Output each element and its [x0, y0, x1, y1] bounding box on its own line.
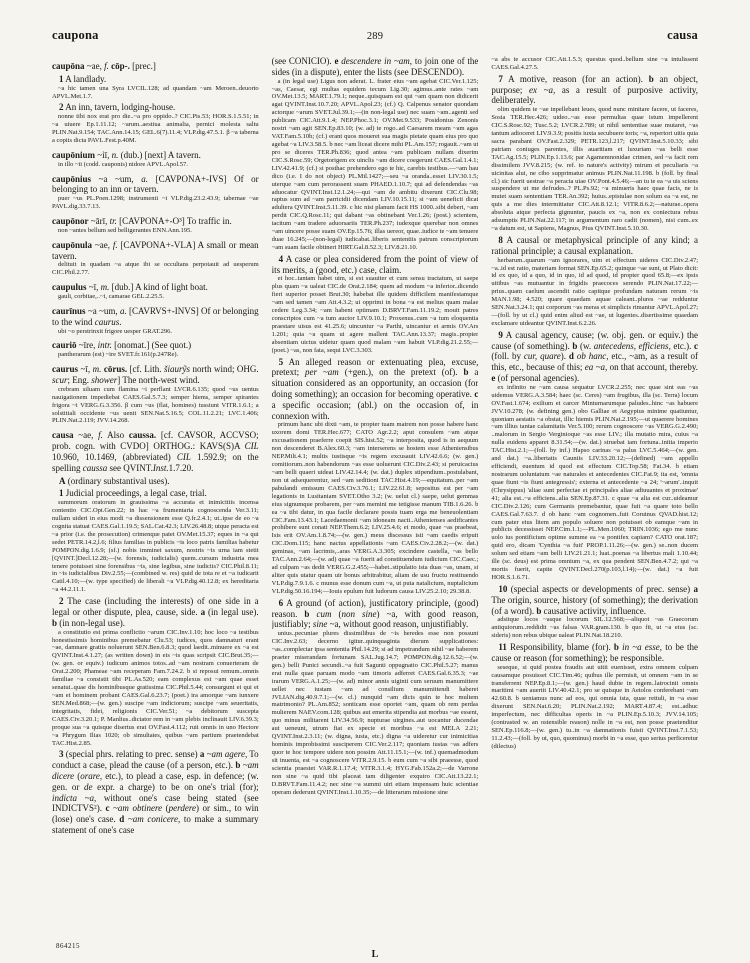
citation-block: delituit in quadam ~a atque ibi se occultans perpotauit ad uesperum CIC.Phil.2.77. — [52, 261, 259, 277]
text-run: c — [474, 389, 479, 400]
text-run: (ordinary substantival uses). — [65, 475, 170, 486]
text-run: [CAVPONA+-IVS] Of or belonging to an inn or tavern. — [52, 173, 259, 195]
text-run: ( — [162, 803, 169, 814]
text-run: , etc.), to plead a case, esp. in defence; (w. gen. or — [52, 771, 259, 792]
text-run: CIL — [244, 441, 259, 452]
text-run: ( — [74, 771, 81, 782]
text-run: a specific occasion; (abl.) on the occasion of, in connexion with. — [271, 399, 479, 421]
text-run: (foll. by — [491, 351, 524, 362]
text-run: a — [693, 583, 699, 594]
text-run: (in legal use). — [205, 607, 259, 618]
text-run: The case (including the interests) of one side in a legal or other dispute, plea, cause, side. — [52, 596, 259, 618]
entry-headword-block — [52, 364, 259, 386]
text-run: ob hanc — [576, 351, 607, 362]
citation-block: a constitutio est prima conflictio ~arum CIC.Inv.1.10; hoc loco ~a testibus honestissimis hominibus premebatur Clu.53; iudices, quos damnaturi erant ~ae, damnare gratiis noluerunt SEN.Ben.6.8.3; quod laedit..minuere ex ~a est QVINT.Inst.4.1.27; (as written down) in eis ~is quas scripsit CIC.Brut.35;—(w. gen. or equiv.) iudicum animos totos..ad ~am nostram conuerteram de Orat.2.200; Phameae ~am receperam Fam.7.24.2. b si reposui remum..omnis familiae ~a consistit tibi PL.As.520; eam complexus est ~am quae esset senatui..quae dis hominibusque gratissima CIC.Phil.5.44; consurgunt ei qui et ~am et hominem probant CAES.Gal.6.23.7; (poet.) ira amorque ~am iunxere SEN.Med.868;—(w. gen.) suscipe ~am indiciorum; suscipe ~am seueritatis, integritatis, fidei, religionis CIC.Ver.51; ~a debitorum suscepta CAES.Civ.3.20.1; P. Manlius..dictator rem in ~am plebis inclinauit LIV.6.39.3; proque sua ~a quisque disertus erat OV.Fast.4.112; ruit omnis in uno Hectore ~a Phrygum Ilias 1020; ob simultates, quibus ~am partium praetendebat TAC.Hist.2.85. — [52, 628, 259, 747]
text-run: caupōnius — [52, 173, 92, 184]
text-run: caussa — [82, 462, 108, 473]
text-run: indicta ~a — [52, 792, 95, 803]
text-run: ~īre, — [76, 340, 98, 351]
text-run: e — [334, 56, 339, 66]
text-run: m. — [100, 282, 110, 293]
text-run: a — [200, 607, 206, 618]
text-run: An inn, tavern, lodging-house. — [63, 102, 176, 113]
text-run: antecedens, efficiens — [593, 340, 669, 351]
text-run: shower — [91, 374, 118, 385]
sense-block — [52, 488, 259, 499]
text-run: . — [119, 316, 122, 327]
text-run: ) ~a, with good reason, justifiably; — [271, 608, 479, 630]
text-run: b — [648, 73, 654, 84]
text-run: n. — [111, 149, 119, 160]
text-run: , etc., ~am, as a result of this, etc., because of this; — [491, 351, 699, 373]
text-run: descendere in ~am — [341, 56, 410, 66]
text-run: The origin, source, history (of something); the derivation (of a word). — [491, 594, 699, 616]
text-run: a — [199, 749, 205, 760]
text-run: ~am agere — [206, 749, 245, 760]
text-run: d — [568, 351, 574, 362]
entry-headword-block — [52, 306, 259, 328]
text-run: cauriō — [52, 340, 77, 351]
sense-block — [272, 357, 479, 422]
citation-block: primum hanc ubi dixti ~am, te propter tuam matrem non posse habere hanc uxorem domi TER.Hec.677; CATO Agr.2.2; aput consulem ~am atque excusationem praeferre coepit SIS.hist.52; ~a interposita, quod is in aequum non descenderet B.Alex.60.3; ~am interserens se hostem esse Atheniensibus NEP.Milt.4.1; multis iustisque ~is regem excusauit LIV.42.6.6; (w. gen.) comitiorum..non habendorum ~as esse uoluerunt CIC.Div.2.43; si peruicacius ~am belli quaeri uideat LIV.42.14.4; (w. dat.) duplex stipendium..postulabant, non ut adsequerentur, sed ~am seditioni TAC.Hist.4.19;—equitatum..per ~am pabulandi emissum CAES.Civ.3.76.1; LIV.22.61.8; sepositus est per ~am legationis in Lusitaniam SVET.Otho 3.2; (w. uelut cl.) saepe, uelut gemmas eius signumque probarem, per ~am memini me tetigisse manum TIB.1.6.26. b ea ~a tibi datur, in qua facile declarare possis tuam erga me beneuolentiam CIC.Fam.13.43.1; Lacedaemonii ~am idoneam nacti..Athenienses aedificantes prohibere sunt conati NEP.Them.6.2; LIV.25.4.6; et modo, quae ~as praebeat, Isis erit OV.Am.1.8.74;—(w. gen.) meus discessus isti ~am caedis eripuit CIC.Dom.115; hanc nactus appellationis ~am CAES.Civ.2.28.2;—(w. dat.) geminas, ~am lacrimis,..aras VERG.A.3.305; excindere castella, ~as bello TAC.Ann.2.64;—(w. ad) quae ~a fuerit ad constituendum iudicium CIC.Caec.; ad culpam ~as dedit VERG.G.2.455;—habet..stipulatio ista duas ~as, unam, si aliter quis utatur quam uir bonus arbitrabitur, aliam de usu fructu restituendo VLP.dig.7.9.1.6. c munus esse donum cum ~a, ut puta natalicium, nuptalicium VLP.dig.50.16.194;—Iouis epulum fuit ludorum causa LIV.25.2.10; 29.38.8. — [271, 421, 479, 595]
text-run: CIL — [176, 451, 191, 462]
text-run: 2 — [59, 596, 64, 607]
text-run: causa — [52, 430, 74, 441]
text-run: ~a, without good reason, unjustifiably. — [327, 619, 469, 630]
text-run: caurīnus — [52, 305, 86, 316]
sense-block — [491, 330, 698, 384]
sense-block — [491, 584, 698, 616]
text-run: A causal or metaphysical principle of any kind; a rational principle; a causal explanation. — [491, 234, 699, 256]
text-run: a situation considered as an opportunity, an occasion (for doing something); an occasion for becoming operative. — [271, 367, 479, 400]
text-run: an object, purpose; — [491, 73, 699, 95]
text-run: caupōna — [52, 61, 85, 71]
text-run: orare — [80, 771, 100, 782]
text-run: 5 — [278, 356, 284, 367]
text-run: , to make a summary statement of one's case — [52, 814, 259, 836]
text-run: [CAVPONA+-VLA] A small or mean tavern. — [52, 239, 259, 261]
sense-block — [491, 235, 698, 257]
sense-block — [52, 102, 259, 113]
text-run: ~ī, — [86, 282, 101, 293]
text-run: 1.592.9; on the spelling — [52, 451, 259, 473]
text-run: ( — [331, 608, 342, 619]
text-run: ~iī, — [95, 149, 112, 160]
text-run: a. — [141, 173, 149, 184]
citation-block: gauli, corbitae,..~i, camarae GEL.2.25.5. — [58, 293, 165, 301]
text-run: b — [613, 642, 619, 653]
text-run: perdere — [168, 803, 196, 814]
text-run: ~am dicere — [52, 760, 259, 782]
text-run: sine — [312, 619, 328, 630]
text-run: north wind; OHG. — [190, 364, 259, 375]
text-run: cōrus. — [103, 364, 128, 375]
text-run: 1 — [59, 73, 64, 84]
running-head-left-catchword: caupona — [52, 28, 99, 42]
text-run: caupulus — [52, 282, 87, 293]
text-run: [CAVPONA+-O³] To traffic in. — [116, 216, 232, 227]
text-run: 4 — [278, 253, 284, 264]
text-run: (special phrs. relating to prec. sense) — [63, 749, 200, 760]
text-run: [CAVRVS+-INVS] Of or belonging to the wind — [52, 305, 259, 327]
citation-block: ~a abs te accusor CIC.Att.1.5.3; questus quod..bellum sine ~a intulissent CAES.Gal.4.27.5. — [491, 56, 699, 71]
citation-block: ~a hic tamen una Syra LVCIL.128; ad quandam ~am Meroen..deuorto APVL.Met.1.7. — [52, 84, 259, 100]
text-run: A causal agency, cause; (w. obj. gen. or equiv.) the cause (of something). — [491, 329, 699, 351]
sense-block — [272, 56, 479, 78]
citation-block: et hoc..tantam habet uim, si est suauiter et cum sensu tractatum, ut saepe plus quam ~a ualeat CIC.de Orat.2.184; quem ad modum ~a inferior..dicendo fieri superior posset Brut.30; habebat ille quidem difficilem manifestamque ~am sed tamen ~am Att.4.3.2; ui opprimi in bona ~a est melius quam malae cedere Leg.3.34; ~am habent optimam D.BRVT.Fam.11.19.2; mouit patres conscriptos cum ~a tum auctor LIV.9.10.1; Proxenus..cum ~a tum eloquentia praestare uisus est 41.25.6; uincuntur ~a Parthi, uincantur et armis OV.Ars 1.201; quia ~a quam ui agere mallent TAC.Ann.13.37; magis..propter absentiam uictus uidetur quam quod malam ~am habuit VLP.dig.21.2.55;—(poet.) ~as, non fata, sequi LVC.3.303. — [271, 275, 479, 354]
sense-block — [272, 598, 479, 630]
text-run: (see CONICIO). — [271, 56, 335, 66]
entry-headword-block — [52, 174, 259, 196]
text-run: , To conduct a case, plead the cause (of a person, etc.). — [52, 749, 259, 771]
text-run: (special aspects or developments of prec. sense) — [507, 583, 694, 594]
citation-block: a (in legal use) Ligus non aderat. L. frater eius ~am agebat CIC.Ver.1.125; ~as, Caesar, egi multas equidem tecum Lig.30; agimus..ante rates ~am OV.Met.13.5; MART.1.79.1; neque..quisquam est qui ~am quam non didicerit agat QVINT.Inst.10.7.20; APVL.Apol.23; (cf.) Q. Calpenus senator quondam actorque ~arum SVET.Jul.39.1;—(in non-legal use) nec suam ~am..agenti sed publicam CIC.Att.9.1.4; NEP.Phoc.3.1; OV.Met.9.533; Posidonius Zenonis nostri ~am agit SEN.Ep.83.10; (w. ad) te rogo..ad Caesarem meam ~am agas VAT.Fam.5.10b; (cf.) erant quos moueret sua magis pietate quam eius pro quo agebat ~a LIV.3.58.5. b nec ~am liceat dicere mihi PL.Am.157; rogauit..~am ut pro se diceres TER.Ph.836; quod antea ~am publicam nullam dixerim CIC.S.Rosc.59; Orgetorigem ex uinclis ~am dicere coegerunt CAES.Gal.1.4.1; LIV.42.41.9; (cf.) si posthac prehendero ego te hic, carebis testibus.—~am hau dico (i.e. I do not object) PL.Mil.1427;—seu ~a oranda..esset LIV.30.1.5; uterque ~am cum perorassent suam PHAED.1.10.7; qui ad defendendas ~as aduocatur QVINT.Inst.12.1.24;—qui ~am de ambitu dixerunt CIC.Clu.98; raptus sum ad ~am parricidii dicendam LIV.10.15.11; si ~am ueneficii dicat adultera QVINT.Inst.5.11.39. c hic nisi planum facit HS 1000..sibi deberi, ~am perdit CIC.Q.Rosc.11; qui dabant ~as obtinebant Ver.1.26; (post.) scientem, tacitum ~am tradere aduorsariis TER.Ph.237; iudexque querebar non omnes ~am uincere posse suam OV.Ep.15.76; illas uereor, quae..iudice te ~am tenuere duae 16.245;—(non-legal) iudicabat..liberis sententiis patrum conscriptorum ~am suam facile obtineri HIRT.Gal.8.52.3; LIV.8.21.10. — [271, 77, 479, 251]
text-run: 1 — [59, 488, 64, 499]
text-run: šiaurỹs — [164, 364, 191, 375]
text-run: a. — [119, 305, 127, 316]
entry-headword-block — [52, 150, 259, 161]
text-run: ~am obtinere — [113, 803, 163, 814]
text-run: cur, quare — [523, 351, 561, 362]
text-run: 10.960, 10.1469, (abbreviated) — [52, 451, 177, 462]
text-run: caupōnor — [52, 216, 89, 227]
signature-mark: L — [371, 949, 379, 960]
text-run: caussa. — [128, 430, 157, 441]
text-run: 9 — [498, 329, 503, 340]
text-run: b — [463, 367, 469, 378]
text-run: 1.7.20. — [168, 462, 194, 473]
text-run: e — [491, 373, 496, 384]
sense-block — [52, 596, 259, 628]
text-run: [cf. CAVSOR, ACCVSO; prob. cogn. with CVDO] ORTHOG.: KAVS(S)A — [52, 430, 259, 452]
text-run: b — [572, 340, 578, 351]
text-run: in ~a esse — [622, 642, 660, 653]
text-run: d — [119, 814, 125, 825]
text-run: (w. — [577, 340, 594, 351]
citation-block: in illo ~ii (codd. cauponis) nidore APVL.Apol.57. — [58, 160, 188, 168]
running-head — [52, 28, 698, 43]
text-run: An alleged reason or extenuating plea, excuse, pretext; — [271, 356, 479, 378]
column-3 — [491, 56, 698, 928]
text-run: 11 — [498, 642, 507, 653]
sense-block — [52, 749, 259, 835]
text-run: 10 — [498, 583, 508, 594]
text-run: ~ae, — [73, 430, 99, 441]
text-run: caupōnium — [52, 149, 96, 160]
text-run: (+gen.), on the pretext (of). — [338, 367, 464, 378]
text-run: ~ae, — [92, 239, 113, 250]
text-run: , to be the cause or reason (for something); be responsible. — [491, 642, 699, 663]
text-run: caurus — [52, 364, 79, 375]
text-run: Inst. — [152, 462, 169, 473]
text-run: ex ~a — [528, 84, 553, 95]
text-run: 7 — [498, 73, 503, 84]
citation-block: summorum oratorum in grauissima ~a accurata et inimicitiis incensa contentio CIC.Opt.Gen.22; in hac ~a frumentaria cognoscenda Ver.3.11; nullam uideri in eius modi ~a dissensionem esse Q.fr.2.4.1; ut..ipse de eo ~a cognita statuat CAES.Gal.1.19.5; SAL.Cat.42.3; LIV.26.48.8; utque peracta est ~a prior (i.e. the prosecution) crimenque patet OV.Met.15.37; eques in ~a qui sedet PETR.14.2,l.6; filius familias in publicis ~is loco patris familias habetur POMPON.dig.1.6.9; (sf.) nobis imminet saxum, nostris ~is urna iam stetit [QVINT.]Decl.12.28;—(w. forensis, iudicialis) quem..cursum industria mea tenere potuisset sine forensibus ~is, sine legibus, sine iudiciis? CIC.Phil.8.11; in ~is iudicialibus Div.2.55;—(combined w. res) quid de tota re et ~a iudicarit Catil.4.10;—(w. type specified) de liberali ~a VLP.dig.40.12.8; ex hereditaria ~a 44.2.11.1. — [52, 499, 259, 594]
text-run: , to join one of the sides (in a dispute), enter the lists (see DESCENDO). — [271, 56, 479, 77]
text-run: expr. a charge) to be on one's trial (for); — [92, 781, 259, 792]
citation-block: nonne tibi nox erat pro die..~a pro oppido..? CIC.Pis.53; HOR.S.1.5.51; in ~a uiuere Ep.1.11.12; ~arum..aestiua animalia, pernici molesta saltu PLIN.Nat.9.154; TAC.Ann.14.15; GEL.6(7).11.4; VLP.dig.47.5.1. β ~a taberna a copiis dicta PAVL.Fest.p.40M. — [52, 113, 259, 144]
text-run: A motive, reason (for an action). — [502, 73, 649, 84]
text-run: ~a ~um, — [85, 305, 120, 316]
citation-block: pantherarum (est) ~ire SVET.fr.161(p.247Re). — [58, 351, 179, 359]
sense-block — [52, 74, 259, 85]
text-run: A case or plea considered from the point of view of its merits, a (good, etc.) case, claim. — [271, 253, 479, 275]
text-run: c — [105, 803, 110, 814]
text-run: (dub.) [next] A tavern. — [118, 149, 201, 160]
text-run: b — [536, 605, 542, 616]
text-run: 2 — [59, 102, 64, 113]
text-run: [dub.] A kind of light boat. — [109, 282, 208, 293]
text-run: tr. — [109, 216, 117, 227]
text-run: ~ae, — [84, 61, 105, 71]
sense-block — [491, 642, 698, 664]
text-run: (in non-legal use). — [57, 617, 125, 628]
text-run: , without one's case being stated (see INDICTVS²). — [52, 792, 259, 814]
text-run: b — [304, 608, 310, 619]
entry-headword-block — [52, 282, 259, 293]
text-run: [cf. Lith. — [127, 364, 164, 375]
column-1 — [52, 56, 259, 928]
citation-block: ex infinito ne ~am causa sequatur LVCR.2.255; nec quae sint eas ~as uidemus VERG.A.3.584; haec (sc. Ceres) ~am frugibus, illa (sc. Terra) locum OV.Fast.1.674; exilium et carcer Minturnarumque paludes..hinc ~as habuere JVV.10.278; (w. defining gen.) obo Galliae et Aegyptus minime quatiuntur, quoniam aestatis ~a obstat, illic hiemis PLIN.Nat.2.195;—ut quaerere homines ~am illius tantae calamitatis Ver.5.100; rerum cognoscere ~as VERG.G.2.490; ..malorum in Sergio Verginioque ~as esse LIV.; illa mutatio mira, cuius ~a nulla euidens apparet 8.31.54;—(w. dat.) struebat iam fortuna..initia imperio TAC.Hist.2.1;—(foll. by inf.) Hapso carinas ~a palus LVC.5.464;—(w. gen. and dat.) ~a..libertatis Cauniis LIV.33.20.12;—(defined) ~am appello efficiendi, euentum id quod est effectum CIC.Top.58; Fat.34. b etiam nostrarum uoluntatum ~ae naturales et antecedentes CIC.Fat.9; ita est, 'omnia quae fiunt ~is fiunt antegressis'; externa et antecedente ~a 24; '~arum'..inquit (Chrysippus) 'aliae sunt perfectae et principales aliae adiuuantes et proximae' 41; alia est..~a efficiens..alia SEN.Ep.87.31. c quae ~a alia est cur..uideamur CIC.Div.2.126; cum Germanis premebantur, quae fuit ~a quare toto bello CAES.Gal.7.63.7. d ob hanc ~am cognomen..fuit Coruinus QVAD.hist.12; cum pater eius litem am populo soluere non potuisset ob eamque ~am in publicis decessisset NEP.Cim.1.1;—PL.Men.1060; TRIN.1036; ego me nunc uolo ius pontificium optime summe ea ~a pontifex capiam? CATO orat.187; quid ero, dicam 'Cynthia ~a fuit' PROP.1.11.26;—(w. gen.) se..non ducem solum sed etiam ~am belli LIV.21.21.1; luat..poenas ~a libertus mali 1.10.44; ille (sc. deus) est prima omnium ~a, ex qua pendent SEN.Ben.4.7.2; qui ~a mortis fuerit, capite QVINT.Decl.270(p.103,l.14);—(w. dat.) ~a fuit HOR.S.1.6.71. — [491, 383, 699, 581]
text-run: de — [83, 781, 93, 792]
text-run: ) or sim., to win (lose) one's case. — [52, 803, 259, 825]
text-run: scur — [52, 374, 68, 385]
sense-block — [491, 74, 698, 106]
text-run: ~ī, — [78, 364, 93, 375]
citation-block: non ~antes bellum sed belligerantes ENN.Ann.195. — [58, 226, 192, 234]
text-run: , as a result of purposive activity, deliberately. — [491, 84, 699, 106]
text-run: Also — [102, 430, 129, 441]
text-run: 3 — [59, 749, 64, 760]
text-run: A — [59, 475, 66, 486]
text-run: ] The north-west wind. — [117, 374, 200, 385]
citation-block: ubi ~o perstrinxit frigore uesper GRAT.296. — [58, 327, 173, 335]
text-run: ea ~a — [584, 362, 605, 373]
text-run: b — [52, 617, 58, 628]
text-run: f. — [104, 61, 109, 71]
entry-headword-block — [52, 240, 259, 262]
text-run: , etc.). — [668, 340, 694, 351]
text-run: 8 — [498, 234, 503, 245]
text-run: Responsibility, blame (for). — [506, 642, 614, 653]
text-run: cum — [316, 608, 332, 619]
text-run: f. — [98, 430, 103, 441]
citation-block: crebram siluam cum flamina ~i perflant LVCR.6.135; quod ~us uentus nauigationem impediebat CAES.Gal.5.7.3; semper hiems, semper spirantes frigora ~i VERG.G.3.356. β cum ~us (flat, homines) tussiunt VITR.1.6.1; a solstitiali occidente ~us uenit SEN.Nat.5.16.5; COL.11.2.21; LVC.1.406; PLIN.Nat.2.119; JVV.14.268. — [52, 385, 259, 425]
text-run: intr. — [97, 340, 112, 351]
text-run: caupōnula — [52, 239, 93, 250]
text-run: (of personal agencies). — [495, 373, 580, 384]
citation-block: adsitque locos ~asque locorum SIL.12.568;—aliquot ~as Graecorum antiquiorum..reddidit ~as falsas VAR.gram.130. b quo fit, ut ~a eius (sc. sideris) non rebus ubique ualeat PLIN.Nat.18.210. — [491, 616, 699, 640]
text-run: cōp-. — [111, 61, 130, 71]
text-run: per ~am — [305, 367, 339, 378]
entry-headword-block — [52, 216, 259, 227]
sense-block — [272, 254, 479, 276]
citation-block: puer ~us PL.Poen.1298; instrumenti ~i VLP.dig.23.2.43.9; tabernae ~ae PAVL.dig.33.7.13. — [52, 195, 259, 211]
citation-block: olim quidem te ~ae inpellebant leues, quod nunc minitare facere, ut faceres, Sosia TER.Hec.426; uideo..~as esse permultas quae istum impellerent CIC.S.Rosc.92; Tusc.5.2; LVCR.2.789; ut nihil sententiae suae mutaret, ~as tantum adioceret LIV.9.3.9; positis iuxta secubuere toris; ~a, repertori uitis quia sacra parabant OV.Fast.2.329; PETR.123,l.217; QVINT.Inst.5.10.33; sibi patriam coniuges parentes, illis auaritiam et luxuriam ~as belli esse TAC.Ag.15.5; PLIN.Ep.1.13.6; par Agamemnonidae crimen, sed ~a facit rem dissimilem JVV.8.215; (w. ref. to nature's activity) mirum et peculiaris ~a uicinitas alui, ne cibo supprimatur animus PLIN.Nat.11.198. b (foll. by final cl.) sic fuerit uestrae ~a peracta uiae OV.Pont.4.5.46;—an tu te ea ~a uis sciens suspendere ut me defrudes..? PL.Ps.92; ~a minueris haec quae facis, ne is mutet suam sententiam TER.An.392; huius..epistulae non solum ea ~a est, ne quis a me dies intermittatur CIC.Att.8.12.1; VITR.8.6.2;—naturae..opera absoluta atque perfecta gignuntur, paucis ex ~a, non ex coniectura rebus adsumptis PLIN.Nat.22.117; in argumentum raro cadit (nomen), nisi cum..ex ~a datum est, ut Sapiens, Magnus, Pius QVINT.Inst.5.10.30. — [491, 106, 699, 233]
text-run: 6 — [278, 597, 284, 608]
text-run: ; Eng. — [67, 374, 92, 385]
citation-block: unius..pecuniae plures dissimilibus de ~is heredes esse non possunt CIC.Inv.2.63; decerno igitur..quinquaginta dierum supplicationes: ~as..complectar ipsa sententia Phil.14.29; si ad impetrandum nihil ~ae haberem praeter miserandam fortunam SAL.Jug.14.7; POMPON.dig.12.6.52;—(w. gen.) belli Punici secundi..~a fuit Sagunti oppugnatio CIC.Phil.5.27; manus erat nulla quae paruam modo ~am timoris adferret CAES.Gal.6.35.3; ~ae irarum VERG.A.1.25;—(w. ad) minor annis uiginti cum seruum manumittere uellet nec iustam ~am ad consilium manumittendi haberet JVLIAN.dig.40.9.7.1;—(w. cl.) nunquid ~am dicis quin te hoc multem matrimonio? PL.Am.852; sonticam esse oportet ~am, quam ob rem perdas mulierem NAEV.com.128; quibus aut emerita stipendia aut morbus ~ae essent, quo minus militarent LIV.34.56.9; nupturae uirgines..aut uocantur ducendae aut ueneunt, utrum fiat ex specie et moribus ~a est MELA 2.21; QVINT.Inst.2.3.11; (w. digna, iusta, etc.) digna ~a uideretur cur inimicitias hominis improbissimi susciperem CIC.Ver.2.117; quoniam iustas ~as adfers quor te hoc tempore uidere non possim Att.11.15.1;—(w. inf.) quemadmodum sit inuenta, est ~a cognoscere VITR.2.9.15. b eum cum ~a sibi praeesse, quod scientia praestet VAR.R.1.17.4; VITR.3.1.4; HYG.Fab.152a.2;—de Varrone non sine ~a quid tibi placeat tam diligenter exquiro CIC.Att.13.22.1; D.BRVT.Fam.11.4.2; nec sine ~a summi uiri etiam impensam huic scientiae operam dederunt QVINT.Inst.1.10.35;—de litterarum missione sine — [271, 630, 479, 796]
text-run: see QVINT. — [107, 462, 153, 473]
text-run: c — [694, 340, 698, 351]
entry-headword-block — [52, 61, 259, 72]
sense-block — [52, 476, 259, 487]
page-number: 289 — [366, 31, 384, 42]
entry-headword-block — [52, 430, 259, 473]
text-run: A ground (of action), justificatory principle, (good) reason. — [271, 597, 479, 619]
text-run: Judicial proceedings, a legal case, trial. — [63, 488, 207, 499]
text-run: , on that account, thereby. — [605, 362, 699, 373]
plate-number: 864215 — [56, 942, 80, 950]
text-run: caurus — [94, 316, 120, 327]
text-run: f. — [112, 239, 118, 250]
text-run: m. — [92, 364, 102, 375]
text-run: ~a ~um, — [91, 173, 142, 184]
running-head-right-catchword: causa — [667, 28, 698, 42]
text-run: non sine — [341, 608, 377, 619]
text-run: causative activity, influence. — [541, 605, 646, 616]
entry-headword-block — [52, 340, 259, 351]
text-run: b — [235, 760, 241, 771]
text-run: ~ārī, — [88, 216, 110, 227]
text-run: [onomat.] (See quot.) — [111, 340, 192, 351]
citation-block: seseque, si quid postea fraudis aut uitii euenisset, extra omnem culpam causamque posuisset CIC.Tim.46; quibus ille permisit, ut omnem ~am in se transferrent NEP.Ep.8.1;—(w. gen.) haud dubie in regem..latrocinii omnis maritimi ~am auertit LIV.40.42.1; pro se quisque in Aetolos conferebant ~am 42.60.8. b ueniamus nunc ad eos, qui omnia ista, quae rettuli, in ~a esse dixerunt SEN.Nat.6.20; PLIN.Nat.2.192; MART.4.87.4; est..adhuc imperfectum, nec difficultas operis in ~a PLIN.Ep.5.10.3; JVV.14.105; (contrasted w. an ostensible reason) nolle in ~a est, non posse praetenditur SEN.Ep.116.8;—(w. gen.) tu..in ~a damnationis fuisti QVINT.Inst.7.1.53; 11.2.43;—(foll. by ut, quo, quominus) morbi in ~a esse, quo serius perficeretur (dilectus) — [491, 663, 699, 750]
text-run: A landlady. — [63, 73, 107, 84]
citation-block: herbarum..quarum ~am ignorares, uim et effectum uideres CIC.Div.2.47; ~a..id est ratio, materiam format SEN.Ep.65.2; quinque ~ae sunt, ut Plato dicit: id ex quo, id a quo, id in quo, id ad quod, id propter quod 65.8;—ex ipsis uitibus ~as mutuantur in frigidis praecoces serendo PLIN.Nat.17.22;—prius..quam caelum ascendit ratio capitque profundam naturam rerum ~is MAN.1.98; 4.520; quare quaedam aquae caleant..plures ~ae redduntur SEN.Nat.3.24.1; qui corporum ~as meras et simplicis rimantur APVL.Apol.27;—(foll. by ut cl.) quid enim aliud est ~ae, ut lugentes..disertissime quaedam exclamare uideantur QVINT.Inst.6.2.26. — [491, 256, 699, 327]
text-run: ). — [560, 351, 569, 362]
text-run: [prec.] — [129, 61, 156, 71]
column-2 — [272, 56, 479, 928]
text-run: ~am conicere — [127, 814, 178, 825]
columns — [52, 56, 698, 939]
